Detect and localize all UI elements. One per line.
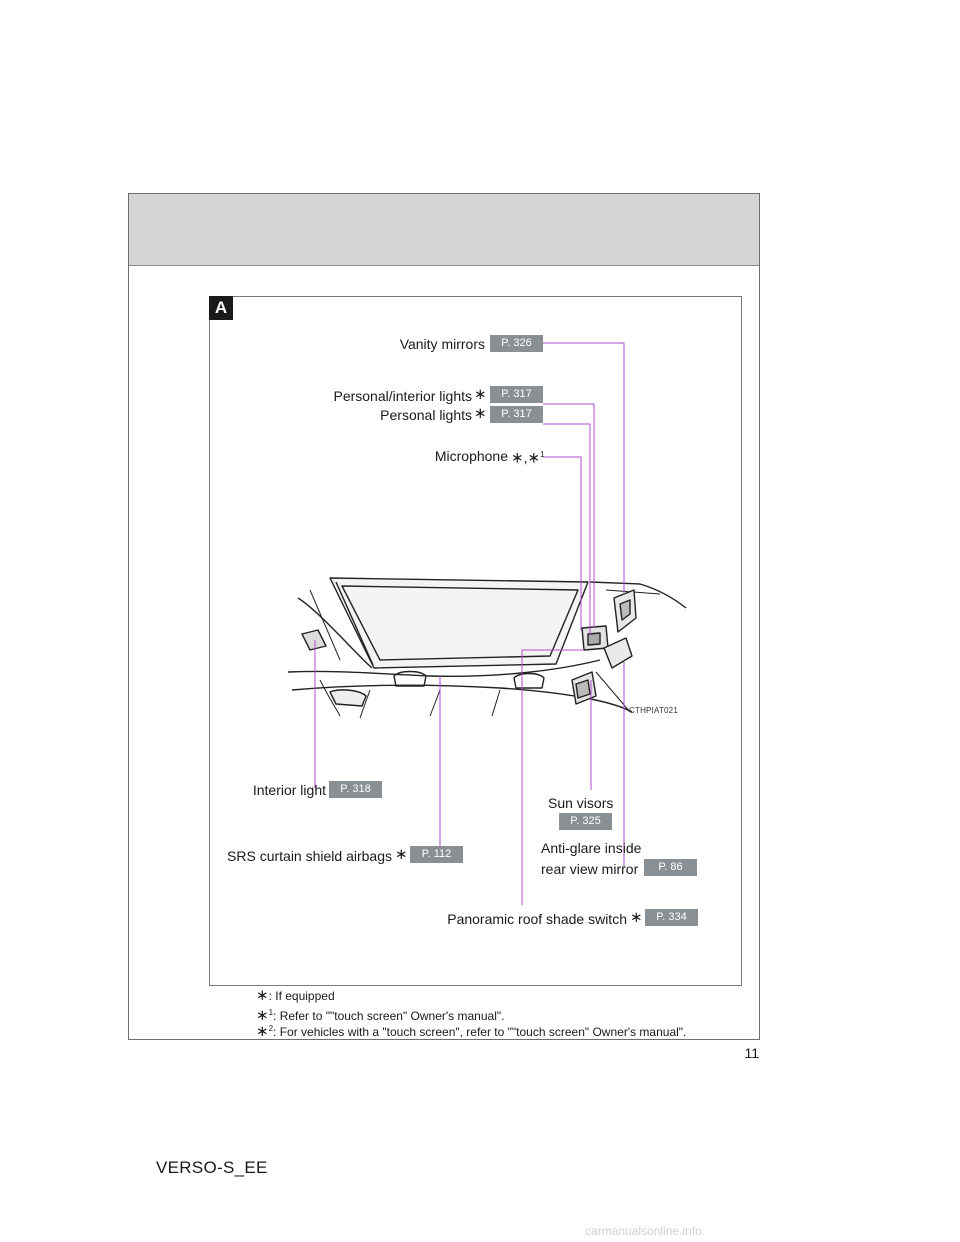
personal-lights-page-badge[interactable]: P. 317 [490, 406, 543, 423]
interior-light-label: Interior light [252, 782, 326, 798]
document-id: VERSO-S_EE [156, 1158, 268, 1177]
srs-airbags-label: SRS curtain shield airbags [227, 848, 392, 864]
microphone-label: Microphone [434, 448, 508, 464]
sun-visors-label: Sun visors [548, 795, 614, 811]
footnote-2: ∗$^2$: For vehicles with a "touch screen", refer to ""touch screen" Owner's manual". [256, 1023, 687, 1040]
if-equipped-marker: ∗ [474, 405, 487, 422]
footnote-if-equipped: ∗: If equipped [256, 987, 335, 1004]
sun-visors-page-badge[interactable]: P. 325 [559, 813, 612, 830]
vanity-mirrors-label: Vanity mirrors [399, 336, 485, 352]
personal-interior-lights-page-badge[interactable]: P. 317 [490, 386, 543, 403]
if-equipped-marker: ∗ [395, 846, 408, 863]
microphone-footnote-markers: ∗,∗$^1$ [511, 449, 545, 467]
if-equipped-marker: ∗ [474, 386, 487, 403]
figure-code: CTHPIAT021 [629, 706, 678, 715]
personal-interior-lights-label: Personal/interior lights [333, 388, 472, 404]
interior-light-page-badge[interactable]: P. 318 [329, 781, 382, 798]
footnote-1: ∗$^1$: Refer to ""touch screen" Owner's manual". [256, 1007, 505, 1024]
personal-lights-label: Personal lights [380, 407, 472, 423]
vanity-mirrors-page-badge[interactable]: P. 326 [490, 335, 543, 352]
panoramic-switch-label: Panoramic roof shade switch [447, 911, 627, 927]
watermark: carmanualsonline.info [585, 1224, 702, 1238]
roof-drawing [288, 578, 686, 718]
if-equipped-marker: ∗ [630, 909, 643, 926]
page-number: 11 [744, 1045, 759, 1061]
anti-glare-label-line2: rear view mirror [541, 861, 639, 877]
figure-letter: A [209, 296, 233, 320]
anti-glare-page-badge[interactable]: P. 86 [644, 859, 697, 876]
panoramic-switch-page-badge[interactable]: P. 334 [645, 909, 698, 926]
srs-airbags-page-badge[interactable]: P. 112 [410, 846, 463, 863]
anti-glare-label-line1: Anti-glare inside [541, 840, 642, 856]
